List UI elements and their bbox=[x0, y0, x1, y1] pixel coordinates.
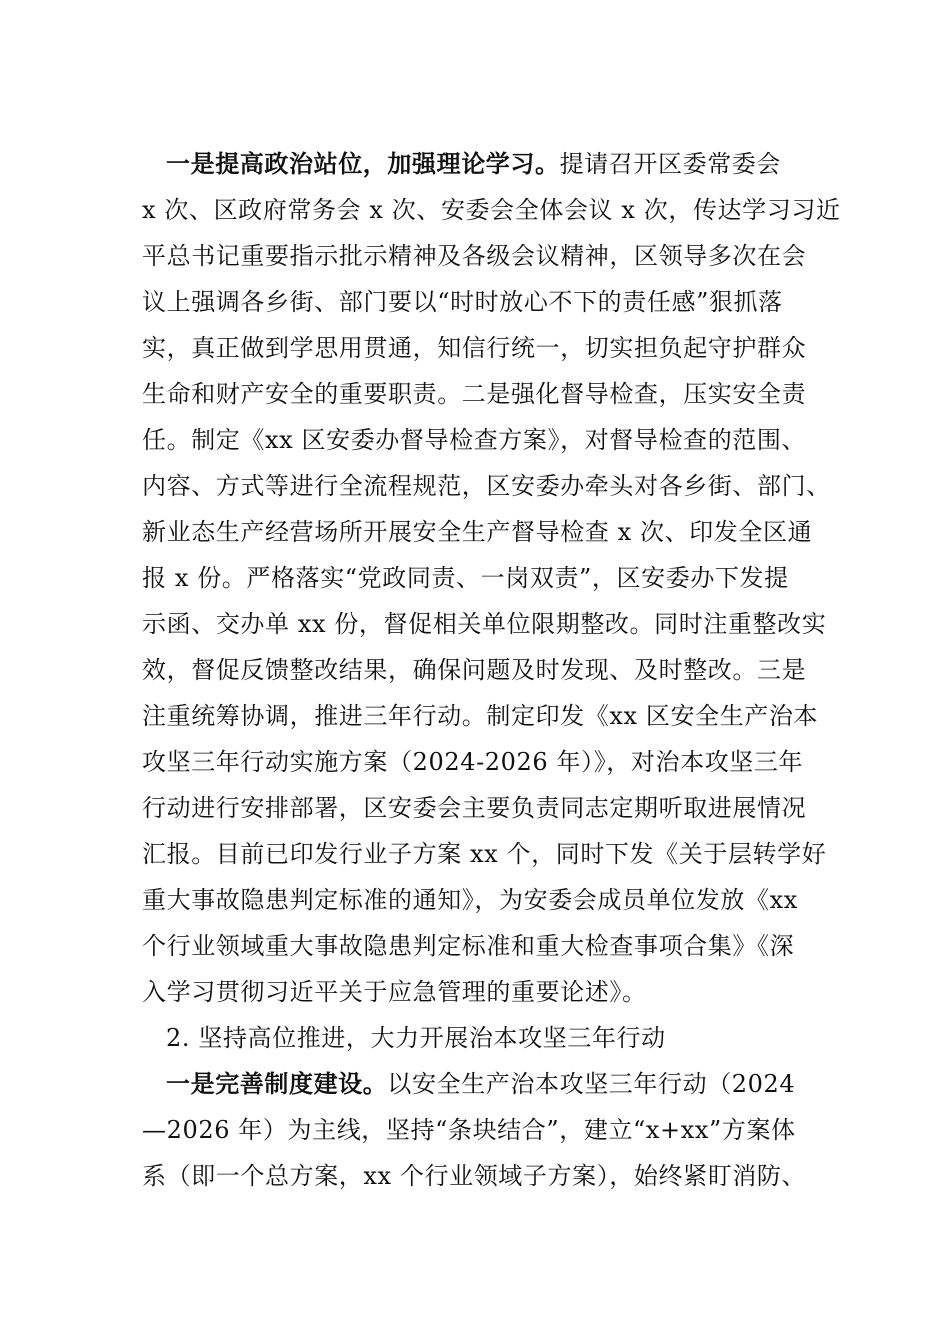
body-text-18: 个行业领域重大事故隐患判定标准和重大检查事项合集》《深 bbox=[142, 932, 795, 960]
text-line-5 bbox=[142, 328, 806, 368]
body-text-8: 内容、方式等进行全流程规范，区安委办牵头对各乡街、部门、 bbox=[142, 472, 831, 500]
body-text-23: 系（即一个总方案，xx 个行业领域子方案），始终紧盯消防、 bbox=[142, 1162, 807, 1190]
text-line-11 bbox=[142, 604, 826, 644]
body-text-17: 重大事故隐患判定标准的通知》，为安委会成员单位发放《xx bbox=[142, 886, 798, 914]
text-line-13 bbox=[142, 696, 818, 736]
text-line-15 bbox=[142, 788, 806, 828]
text-line-17 bbox=[142, 880, 798, 920]
heading-text: 2. 坚持高位推进，大力开展治本攻坚三年行动 bbox=[166, 1024, 666, 1052]
text-line-6 bbox=[142, 374, 806, 414]
body-text-6: 生命和财产安全的重要职责。二是强化督导检查，压实安全责 bbox=[142, 380, 807, 408]
lead-text-1: 一是提高政治站位，加强理论学习。 bbox=[166, 149, 560, 178]
text-line-19 bbox=[142, 972, 647, 1012]
body-text-22: —2026 年）为主线，坚持“条块结合”，建立“x+xx”方案体 bbox=[142, 1116, 796, 1144]
body-text-14: 攻坚三年行动实施方案（2024-2026 年）》，对治本攻坚三年 bbox=[142, 748, 804, 776]
text-line-23 bbox=[142, 1156, 806, 1196]
text-line-8 bbox=[142, 466, 831, 506]
text-line-9 bbox=[142, 512, 812, 552]
body-text-2: x 次、区政府常务会 x 次、安委会全体会议 x 次，传达学习习近 bbox=[142, 196, 841, 224]
text-line-2 bbox=[142, 190, 841, 230]
body-text-7: 任。制定《xx 区安委办督导检查方案》，对督导检查的范围、 bbox=[142, 426, 807, 454]
body-text-12: 效，督促反馈整改结果，确保问题及时发现、及时整改。三是 bbox=[142, 656, 807, 684]
text-line-3 bbox=[142, 236, 806, 276]
text-line-21 bbox=[166, 1064, 795, 1104]
lead-text-21: 一是完善制度建设。 bbox=[166, 1069, 388, 1098]
body-text-19: 入学习贯彻习近平关于应急管理的重要论述》。 bbox=[142, 978, 647, 1006]
body-text-9: 新业态生产经营场所开展安全生产督导检查 x 次、印发全区通 bbox=[142, 518, 813, 546]
body-text-5: 实，真正做到学思用贯通，知信行统一，切实担负起守护群众 bbox=[142, 334, 807, 362]
text-line-16 bbox=[142, 834, 826, 874]
body-text-3: 平总书记重要指示批示精神及各级会议精神，区领导多次在会 bbox=[142, 242, 807, 270]
body-text-4: 议上强调各乡街、部门要以“时时放心不下的责任感”狠抓落 bbox=[142, 288, 783, 316]
text-line-10 bbox=[142, 558, 789, 598]
text-line-12 bbox=[142, 650, 806, 690]
text-line-22 bbox=[142, 1110, 796, 1150]
section-heading bbox=[166, 1018, 666, 1058]
text-line-1 bbox=[166, 144, 781, 184]
body-text-13: 注重统筹协调，推进三年行动。制定印发《xx 区安全生产治本 bbox=[142, 702, 819, 730]
text-line-7 bbox=[142, 420, 806, 460]
text-line-4 bbox=[142, 282, 783, 322]
body-text-21: 以安全生产治本攻坚三年行动（2024 bbox=[387, 1070, 796, 1098]
body-text-10: 报 x 份。严格落实“党政同责、一岗双责”，区安委办下发提 bbox=[142, 564, 789, 592]
text-line-14 bbox=[142, 742, 803, 782]
body-text-16: 汇报。目前已印发行业子方案 xx 个，同时下发《关于层转学好 bbox=[142, 840, 827, 868]
body-text-11: 示函、交办单 xx 份，督促相关单位限期整改。同时注重整改实 bbox=[142, 610, 827, 638]
text-line-18 bbox=[142, 926, 794, 966]
body-text-15: 行动进行安排部署，区安委会主要负责同志定期听取进展情况 bbox=[142, 794, 807, 822]
body-text-1: 提请召开区委常委会 bbox=[559, 150, 782, 178]
